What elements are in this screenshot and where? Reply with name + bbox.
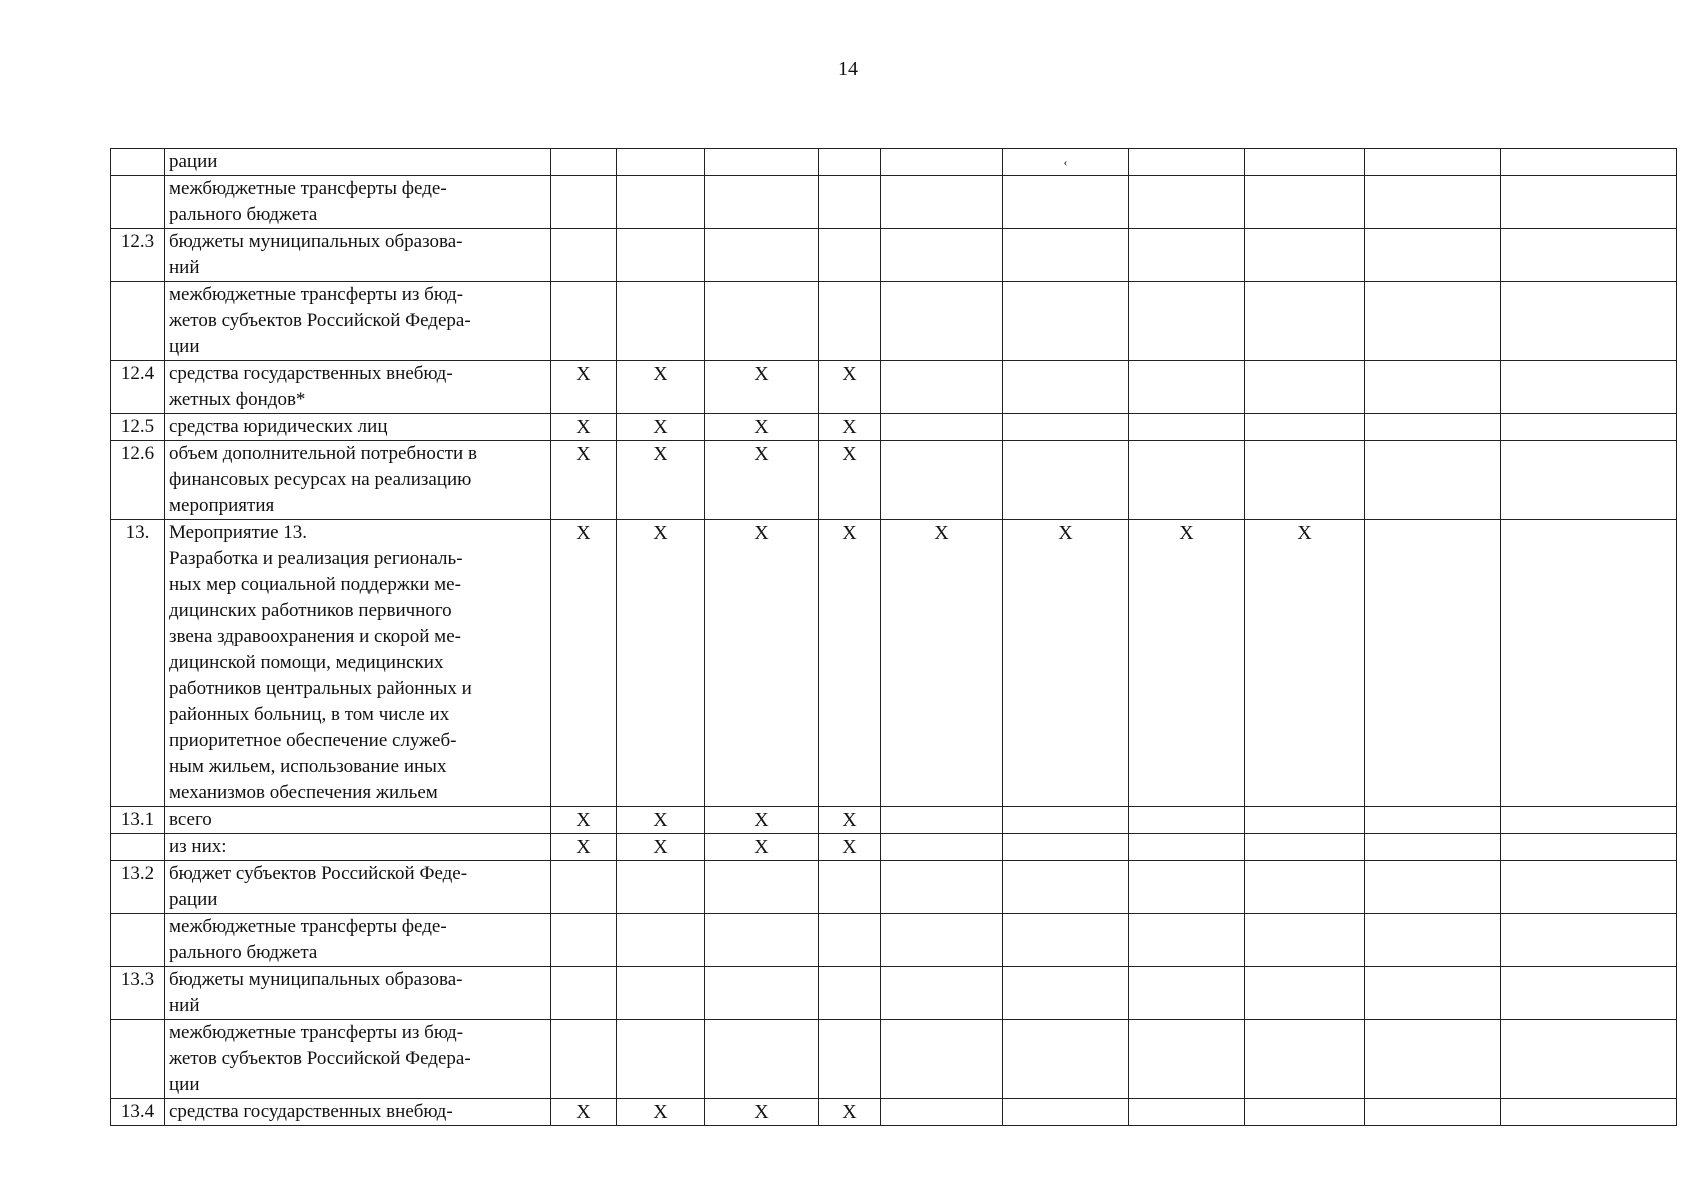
value-cell: X bbox=[819, 834, 881, 861]
value-cell bbox=[1245, 807, 1365, 834]
value-cell: X bbox=[617, 361, 705, 414]
value-cell bbox=[705, 282, 819, 361]
table-row bbox=[111, 834, 1677, 861]
value-cell bbox=[551, 149, 617, 176]
table-row bbox=[111, 149, 1677, 176]
value-cell: X bbox=[819, 361, 881, 414]
value-cell bbox=[881, 1099, 1003, 1126]
value-cell bbox=[551, 1020, 617, 1099]
value-cell: X bbox=[819, 441, 881, 520]
value-cell bbox=[1245, 441, 1365, 520]
value-cell bbox=[1129, 414, 1245, 441]
value-cell: X bbox=[551, 441, 617, 520]
table-row bbox=[111, 1020, 1677, 1099]
value-cell bbox=[1501, 914, 1677, 967]
value-cell bbox=[1129, 967, 1245, 1020]
value-cell bbox=[617, 861, 705, 914]
value-cell bbox=[881, 229, 1003, 282]
page-number: 14 bbox=[838, 58, 858, 80]
value-cell: X bbox=[705, 520, 819, 807]
value-cell bbox=[1003, 914, 1129, 967]
value-cell bbox=[1003, 176, 1129, 229]
row-description-cell: средства юридических лиц bbox=[165, 414, 551, 441]
row-description-cell: бюджеты муниципальных образова- ний bbox=[165, 967, 551, 1020]
table-row bbox=[111, 1099, 1677, 1126]
value-cell bbox=[1003, 229, 1129, 282]
value-cell bbox=[881, 176, 1003, 229]
value-cell: ‹ bbox=[1003, 149, 1129, 176]
value-cell bbox=[617, 176, 705, 229]
value-cell bbox=[1501, 807, 1677, 834]
value-cell: X bbox=[551, 414, 617, 441]
value-cell: X bbox=[617, 834, 705, 861]
row-number-cell: 12.4 bbox=[111, 361, 165, 414]
value-cell bbox=[551, 967, 617, 1020]
value-cell bbox=[1365, 914, 1501, 967]
value-cell bbox=[705, 914, 819, 967]
value-cell bbox=[1003, 1099, 1129, 1126]
value-cell bbox=[1501, 520, 1677, 807]
value-cell bbox=[1129, 149, 1245, 176]
value-cell bbox=[1245, 834, 1365, 861]
value-cell bbox=[1245, 967, 1365, 1020]
value-cell: X bbox=[551, 834, 617, 861]
value-cell bbox=[1365, 149, 1501, 176]
value-cell bbox=[1003, 441, 1129, 520]
value-cell bbox=[1245, 914, 1365, 967]
row-number-cell: 13. bbox=[111, 520, 165, 807]
value-cell bbox=[1129, 861, 1245, 914]
value-cell bbox=[881, 414, 1003, 441]
value-cell bbox=[1501, 1099, 1677, 1126]
value-cell bbox=[1501, 176, 1677, 229]
row-number-cell bbox=[111, 1020, 165, 1099]
value-cell bbox=[1245, 414, 1365, 441]
value-cell bbox=[1245, 229, 1365, 282]
value-cell: X bbox=[705, 1099, 819, 1126]
value-cell bbox=[1129, 282, 1245, 361]
value-cell bbox=[1003, 361, 1129, 414]
value-cell bbox=[1245, 861, 1365, 914]
value-cell: X bbox=[819, 1099, 881, 1126]
value-cell bbox=[819, 967, 881, 1020]
value-cell bbox=[1003, 282, 1129, 361]
value-cell bbox=[1501, 414, 1677, 441]
value-cell bbox=[1365, 1099, 1501, 1126]
value-cell bbox=[1365, 176, 1501, 229]
row-number-cell bbox=[111, 176, 165, 229]
value-cell bbox=[617, 914, 705, 967]
value-cell bbox=[1365, 361, 1501, 414]
value-cell: X bbox=[1245, 520, 1365, 807]
value-cell bbox=[1365, 520, 1501, 807]
row-description-cell: Мероприятие 13. Разработка и реализация региональ- ных мер социальной поддержки ме- дицинских работников первичного звена здравоохранения и скорой ме- дицинской помощи, медицинских работников центральных районных и районных больниц, в том числе их приоритетное обеспечение служеб- ным жильем, использование иных механизмов обеспечения жильем bbox=[165, 520, 551, 807]
value-cell bbox=[1129, 176, 1245, 229]
row-description-cell: бюджеты муниципальных образова- ний bbox=[165, 229, 551, 282]
value-cell bbox=[881, 967, 1003, 1020]
row-description-cell: средства государственных внебюд- жетных фондов* bbox=[165, 361, 551, 414]
row-description-cell: межбюджетные трансферты из бюд- жетов субъектов Российской Федера- ции bbox=[165, 282, 551, 361]
value-cell bbox=[819, 229, 881, 282]
value-cell: X bbox=[705, 361, 819, 414]
value-cell bbox=[881, 282, 1003, 361]
value-cell bbox=[1245, 1099, 1365, 1126]
value-cell bbox=[1129, 1020, 1245, 1099]
value-cell bbox=[705, 967, 819, 1020]
value-cell bbox=[1129, 807, 1245, 834]
row-description-cell: из них: bbox=[165, 834, 551, 861]
value-cell bbox=[1501, 229, 1677, 282]
row-number-cell bbox=[111, 282, 165, 361]
value-cell bbox=[1245, 361, 1365, 414]
value-cell: X bbox=[617, 1099, 705, 1126]
value-cell bbox=[1129, 834, 1245, 861]
value-cell: X bbox=[617, 520, 705, 807]
value-cell bbox=[819, 149, 881, 176]
table-row bbox=[111, 229, 1677, 282]
row-number-cell bbox=[111, 149, 165, 176]
row-number-cell: 12.5 bbox=[111, 414, 165, 441]
value-cell: X bbox=[819, 520, 881, 807]
row-number-cell: 12.6 bbox=[111, 441, 165, 520]
value-cell bbox=[819, 861, 881, 914]
value-cell bbox=[551, 176, 617, 229]
table-row bbox=[111, 914, 1677, 967]
value-cell bbox=[819, 914, 881, 967]
value-cell bbox=[1365, 441, 1501, 520]
row-description-cell: межбюджетные трансферты феде- рального бюджета bbox=[165, 176, 551, 229]
value-cell bbox=[1003, 861, 1129, 914]
value-cell bbox=[617, 1020, 705, 1099]
value-cell bbox=[819, 1020, 881, 1099]
table-row bbox=[111, 176, 1677, 229]
value-cell bbox=[1003, 807, 1129, 834]
value-cell: X bbox=[705, 414, 819, 441]
value-cell: X bbox=[705, 807, 819, 834]
row-description-cell: рации bbox=[165, 149, 551, 176]
value-cell bbox=[1129, 441, 1245, 520]
value-cell bbox=[705, 1020, 819, 1099]
value-cell bbox=[881, 914, 1003, 967]
table-row bbox=[111, 861, 1677, 914]
value-cell bbox=[1003, 967, 1129, 1020]
row-number-cell: 13.3 bbox=[111, 967, 165, 1020]
table-row bbox=[111, 807, 1677, 834]
value-cell bbox=[881, 1020, 1003, 1099]
value-cell bbox=[1365, 967, 1501, 1020]
table-body bbox=[111, 149, 1677, 1126]
value-cell bbox=[1501, 282, 1677, 361]
value-cell: X bbox=[551, 1099, 617, 1126]
value-cell: X bbox=[705, 834, 819, 861]
value-cell bbox=[819, 176, 881, 229]
value-cell bbox=[1501, 834, 1677, 861]
value-cell bbox=[705, 176, 819, 229]
table-row bbox=[111, 282, 1677, 361]
value-cell bbox=[881, 441, 1003, 520]
value-cell bbox=[1003, 834, 1129, 861]
value-cell: X bbox=[1003, 520, 1129, 807]
value-cell bbox=[1129, 229, 1245, 282]
value-cell bbox=[705, 149, 819, 176]
table-row bbox=[111, 414, 1677, 441]
table-row bbox=[111, 520, 1677, 807]
value-cell: X bbox=[617, 414, 705, 441]
value-cell: X bbox=[551, 361, 617, 414]
value-cell bbox=[705, 861, 819, 914]
value-cell: X bbox=[819, 807, 881, 834]
value-cell bbox=[1129, 1099, 1245, 1126]
value-cell: X bbox=[1129, 520, 1245, 807]
row-number-cell bbox=[111, 834, 165, 861]
value-cell bbox=[1501, 361, 1677, 414]
value-cell bbox=[881, 361, 1003, 414]
value-cell: X bbox=[617, 441, 705, 520]
value-cell bbox=[1365, 414, 1501, 441]
value-cell bbox=[1501, 861, 1677, 914]
value-cell bbox=[551, 229, 617, 282]
row-description-cell: бюджет субъектов Российской Феде- рации bbox=[165, 861, 551, 914]
value-cell bbox=[1245, 176, 1365, 229]
value-cell bbox=[617, 229, 705, 282]
value-cell bbox=[1501, 967, 1677, 1020]
value-cell bbox=[1003, 414, 1129, 441]
row-number-cell: 13.1 bbox=[111, 807, 165, 834]
value-cell bbox=[881, 861, 1003, 914]
row-description-cell: всего bbox=[165, 807, 551, 834]
row-description-cell: объем дополнительной потребности в финансовых ресурсах на реализацию мероприятия bbox=[165, 441, 551, 520]
value-cell bbox=[1365, 861, 1501, 914]
value-cell: X bbox=[819, 414, 881, 441]
value-cell: X bbox=[881, 520, 1003, 807]
value-cell bbox=[617, 149, 705, 176]
value-cell bbox=[1501, 441, 1677, 520]
value-cell bbox=[1365, 1020, 1501, 1099]
row-number-cell bbox=[111, 914, 165, 967]
value-cell bbox=[1003, 1020, 1129, 1099]
value-cell bbox=[551, 861, 617, 914]
value-cell bbox=[881, 834, 1003, 861]
row-number-cell: 12.3 bbox=[111, 229, 165, 282]
value-cell bbox=[1365, 229, 1501, 282]
value-cell bbox=[617, 967, 705, 1020]
row-number-cell: 13.2 bbox=[111, 861, 165, 914]
value-cell: X bbox=[617, 807, 705, 834]
value-cell bbox=[1245, 1020, 1365, 1099]
value-cell bbox=[1365, 834, 1501, 861]
row-description-cell: межбюджетные трансферты феде- рального бюджета bbox=[165, 914, 551, 967]
row-number-cell: 13.4 bbox=[111, 1099, 165, 1126]
value-cell bbox=[1365, 807, 1501, 834]
value-cell bbox=[881, 149, 1003, 176]
value-cell: X bbox=[551, 807, 617, 834]
table-row bbox=[111, 967, 1677, 1020]
row-description-cell: средства государственных внебюд- bbox=[165, 1099, 551, 1126]
value-cell bbox=[1245, 282, 1365, 361]
value-cell bbox=[1501, 149, 1677, 176]
value-cell bbox=[551, 282, 617, 361]
value-cell: X bbox=[551, 520, 617, 807]
row-description-cell: межбюджетные трансферты из бюд- жетов субъектов Российской Федера- ции bbox=[165, 1020, 551, 1099]
table-row bbox=[111, 361, 1677, 414]
value-cell bbox=[1129, 914, 1245, 967]
value-cell bbox=[819, 282, 881, 361]
value-cell bbox=[1365, 282, 1501, 361]
budget-table bbox=[110, 148, 1677, 1126]
value-cell bbox=[1129, 361, 1245, 414]
value-cell bbox=[617, 282, 705, 361]
value-cell bbox=[881, 807, 1003, 834]
table-row bbox=[111, 441, 1677, 520]
value-cell bbox=[551, 914, 617, 967]
value-cell: X bbox=[705, 441, 819, 520]
value-cell bbox=[1501, 1020, 1677, 1099]
value-cell bbox=[1245, 149, 1365, 176]
value-cell bbox=[705, 229, 819, 282]
